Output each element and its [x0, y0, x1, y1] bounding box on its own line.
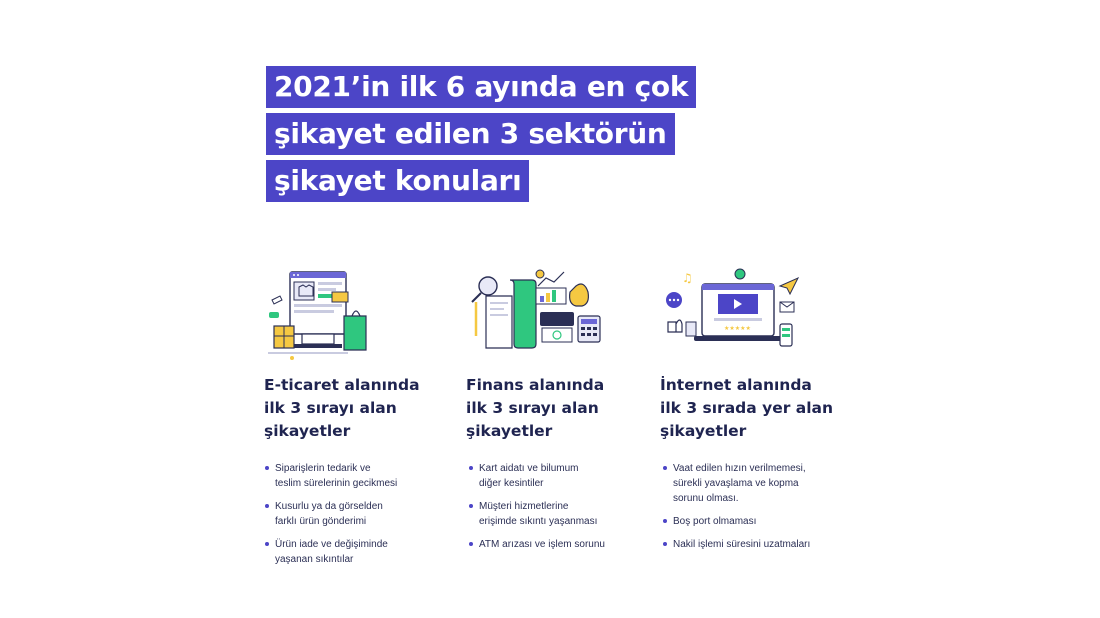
list-item: Kusurlu ya da görselden farklı ürün gönderimi	[262, 499, 452, 529]
section-ecommerce	[262, 266, 452, 575]
list-item: Müşteri hizmetlerine erişimde sıkıntı yaşanması	[466, 499, 656, 529]
complaint-list	[466, 461, 656, 552]
finance-illustration-icon	[466, 266, 616, 362]
section-title: İnternet alanında ilk 3 sırada yer alan şikayetler	[660, 376, 834, 440]
title-line: şikayet konuları	[266, 160, 696, 202]
svg-text:★★★★★: ★★★★★	[724, 325, 751, 332]
complaint-list	[660, 461, 850, 552]
svg-text:♫: ♫	[682, 271, 693, 285]
list-item: Boş port olmaması	[660, 514, 850, 529]
list-item: Kart aidatı ve bilumum diğer kesintiler	[466, 461, 656, 491]
title-line: şikayet edilen 3 sektörün	[266, 113, 696, 155]
section-finance	[466, 266, 656, 560]
list-item: Siparişlerin tedarik ve teslim sürelerinin gecikmesi	[262, 461, 452, 491]
internet-illustration-icon	[660, 266, 810, 362]
section-title: Finans alanında ilk 3 sırayı alan şikayetler	[466, 376, 605, 440]
list-item: ATM arızası ve işlem sorunu	[466, 537, 656, 552]
title-line: 2021’in ilk 6 ayında en çok	[266, 66, 696, 108]
page-title	[266, 66, 696, 207]
section-title: E-ticaret alanında ilk 3 sırayı alan şikayetler	[264, 376, 420, 440]
complaint-list	[262, 461, 452, 567]
list-item: Ürün iade ve değişiminde yaşanan sıkıntılar	[262, 537, 452, 567]
ecommerce-illustration-icon	[262, 266, 412, 362]
section-internet	[660, 266, 850, 560]
list-item: Nakil işlemi süresini uzatmaları	[660, 537, 850, 552]
list-item: Vaat edilen hızın verilmemesi, sürekli yavaşlama ve kopma sorunu olması.	[660, 461, 850, 506]
